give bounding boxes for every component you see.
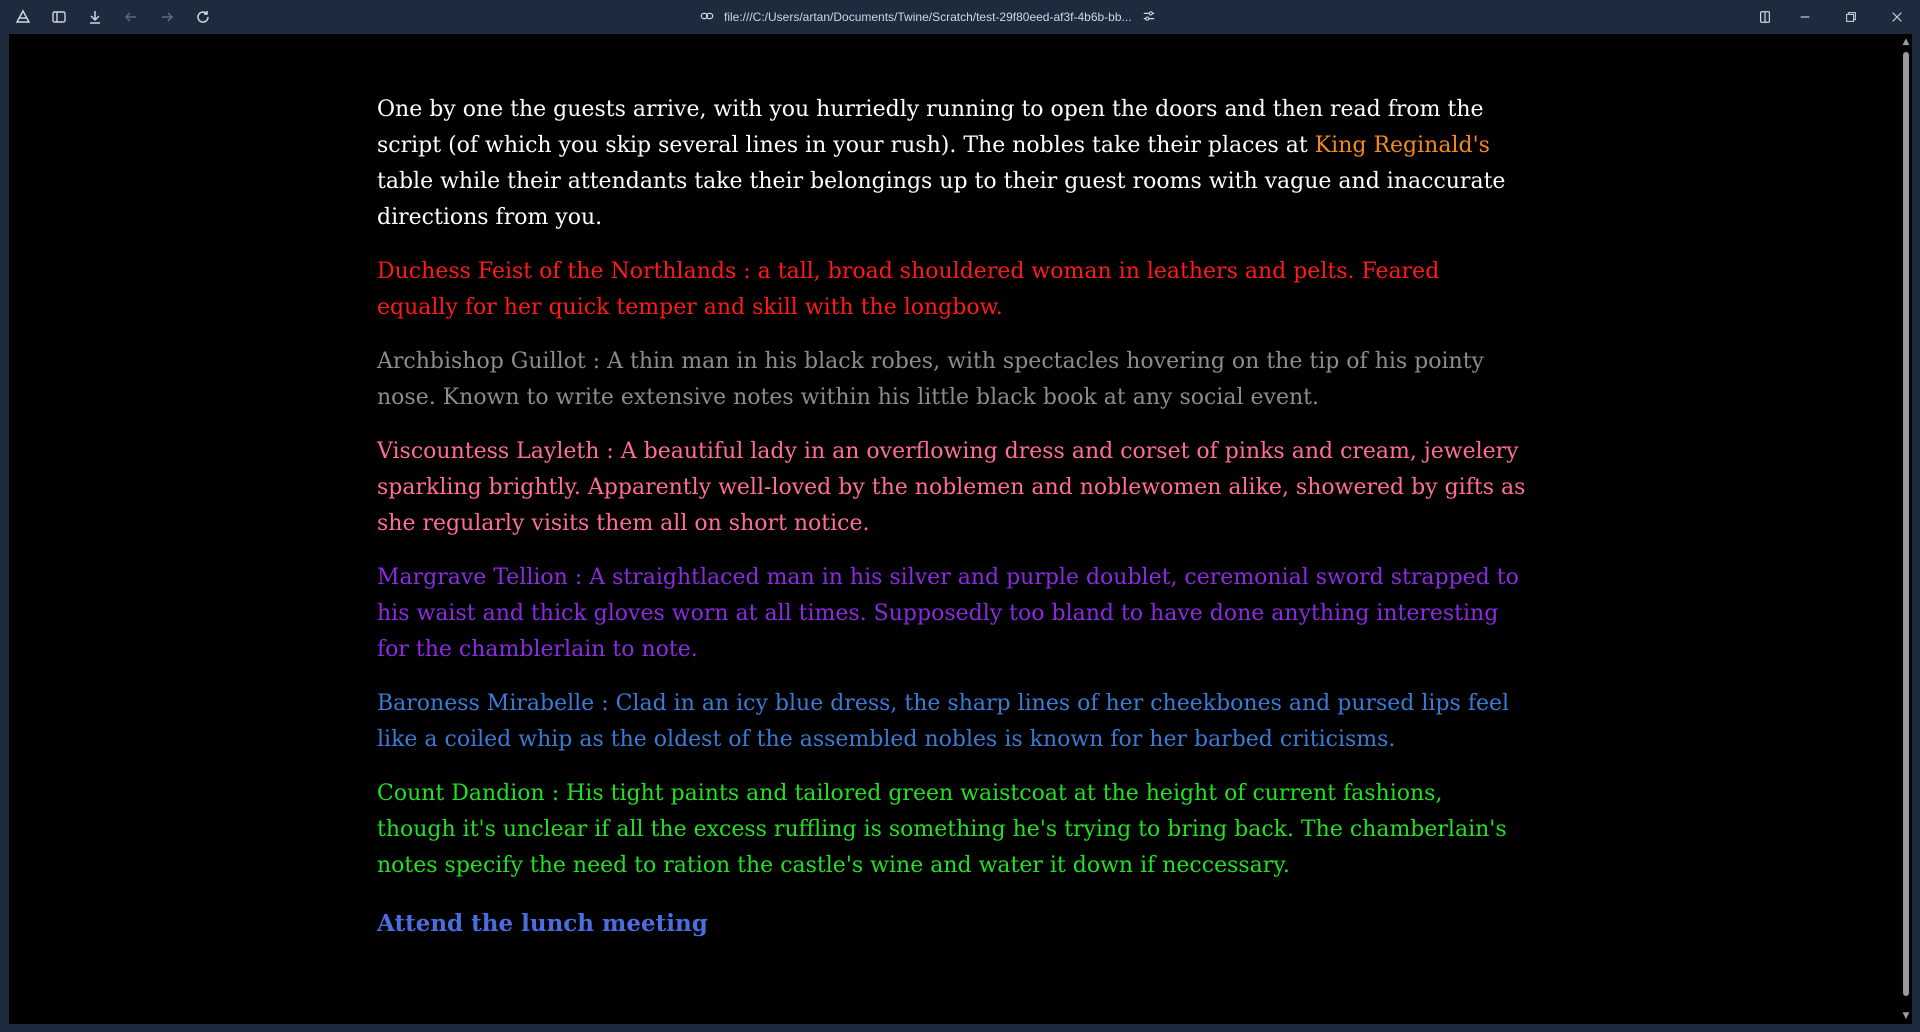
vertical-scrollbar[interactable]	[1900, 34, 1912, 1024]
minimize-icon[interactable]	[1792, 5, 1818, 29]
intro-paragraph	[377, 92, 1527, 236]
browser-toolbar	[0, 0, 1920, 34]
attend-lunch-meeting-link[interactable]: Attend the lunch meeting	[377, 910, 708, 937]
guest-viscountess-layleth: Viscountess Layleth : A beautiful lady in an overflowing dress and corset of pinks and cream, jewelery sparkling brightly. Apparently well-loved by the noblemen and noblewomen alike, showered by gifts as she regularly visits them all on short notice.	[377, 439, 1526, 536]
guest-margrave-tellion: Margrave Tellion : A straightlaced man in his silver and purple doublet, ceremonial sword strapped to his waist and thick gloves worn at all times. Supposedly too bland to have done anything interesting for the chamblerlain to note.	[377, 565, 1519, 662]
forward-arrow-icon[interactable]	[154, 5, 180, 29]
scroll-thumb[interactable]	[1903, 52, 1909, 996]
guest-baroness-mirabelle: Baroness Mirabelle : Clad in an icy blue dress, the sharp lines of her cheekbones and pursed lips feel like a coiled whip as the oldest of the assembled nobles is known for her barbed criticisms.	[377, 691, 1510, 752]
guest-count-dandion: Count Dandion : His tight paints and tailored green waistcoat at the height of current fashions, though it's unclear if all the excess ruffling is something he's trying to bring back. The chamberlain's notes specify the need to ration the castle's wine and water it down if neccessary.	[377, 781, 1507, 878]
url-text[interactable]: file:///C:/Users/artan/Documents/Twine/Scratch/test-29f80eed-af3f-4b6b-bb...	[724, 10, 1132, 24]
guest-archbishop-guillot: Archbishop Guillot : A thin man in his black robes, with spectacles hovering on the tip of his pointy nose. Known to write extensive notes within his little black book at any social event.	[377, 349, 1484, 410]
king-reginald-highlight: King Reginald's	[1314, 133, 1490, 158]
guest-duchess-feist: Duchess Feist of the Northlands : a tall, broad shouldered woman in leathers and pelts. Feared equally for her quick temper and skill with the longbow.	[377, 259, 1440, 320]
site-settings-icon[interactable]	[1142, 9, 1156, 26]
split-view-icon[interactable]	[1752, 5, 1778, 29]
intro-text-1: One by one the guests arrive, with you hurriedly running to open the doors and then read from the script (of which you skip several lines in your rush). The nobles take their places at	[377, 97, 1484, 158]
link-icon	[700, 9, 714, 26]
scroll-up-icon[interactable]: ▲	[1902, 37, 1910, 47]
intro-text-2: table while their attendants take their belongings up to their guest rooms with vague and inaccurate directions from you.	[377, 169, 1506, 230]
download-icon[interactable]	[82, 5, 108, 29]
restore-icon[interactable]	[1838, 5, 1864, 29]
sidebar-toggle-icon[interactable]	[46, 5, 72, 29]
reload-icon[interactable]	[190, 5, 216, 29]
scroll-down-icon[interactable]: ▼	[1902, 1011, 1910, 1021]
address-bar[interactable]	[700, 7, 1180, 27]
workspaces-icon[interactable]	[10, 5, 36, 29]
close-icon[interactable]	[1884, 5, 1910, 29]
story-passage	[377, 92, 1527, 943]
back-arrow-icon[interactable]	[118, 5, 144, 29]
